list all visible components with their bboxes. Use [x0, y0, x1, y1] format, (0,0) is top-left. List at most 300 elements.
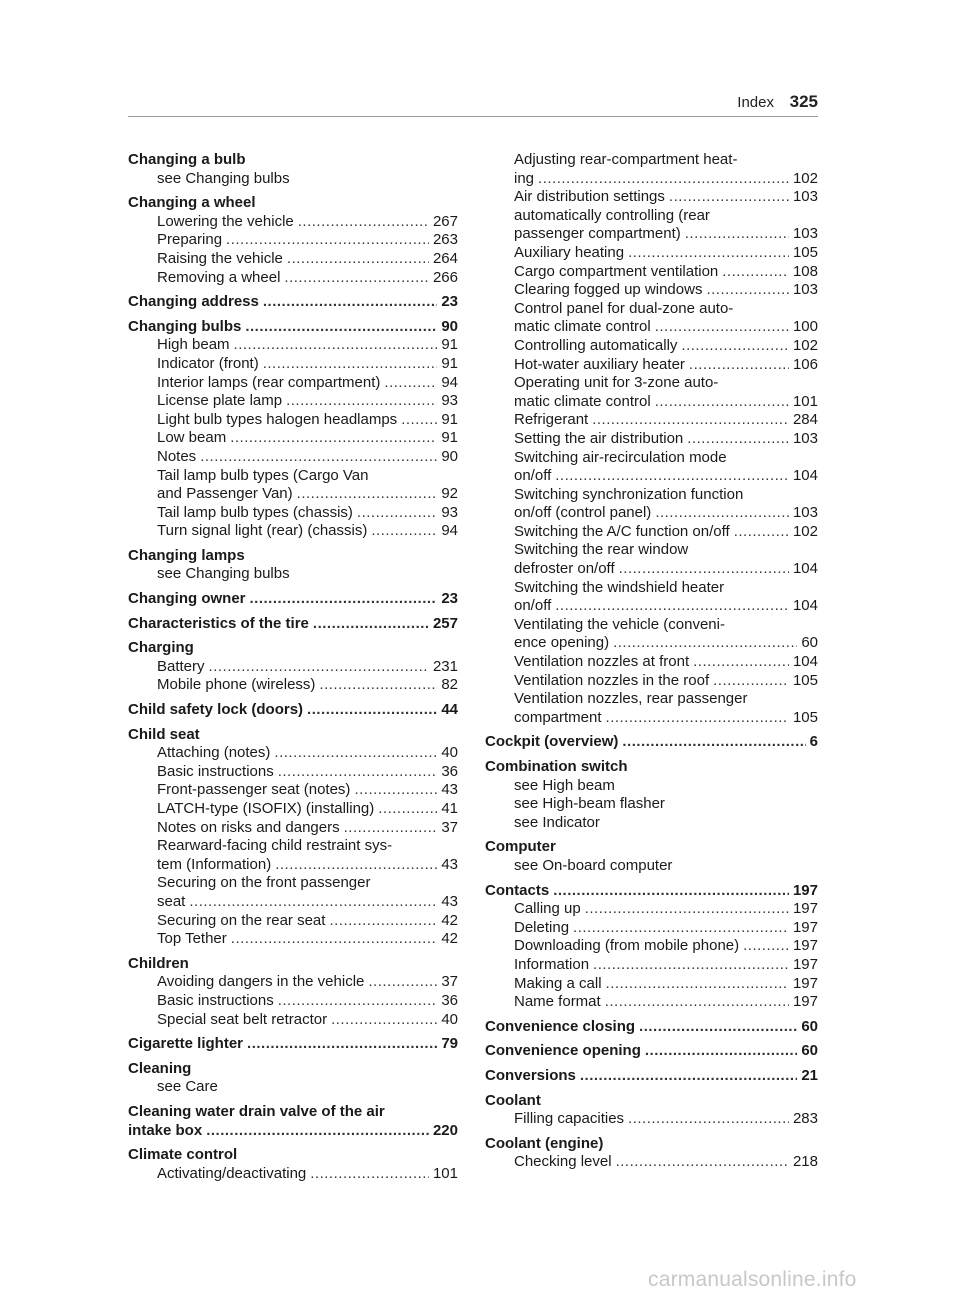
index-entry [128, 701, 458, 720]
index-entry [485, 1135, 818, 1172]
page-reference: 60 [801, 1017, 818, 1035]
index-subterm [128, 250, 458, 269]
index-subterm [128, 874, 458, 893]
index-entry [485, 151, 818, 727]
index-subterm [485, 993, 818, 1012]
page-reference: 91 [441, 354, 458, 372]
index-term-text: Downloading (from mobile phone) [514, 937, 740, 955]
index-subterm [485, 653, 818, 672]
index-term-text: Auxiliary heating [514, 243, 625, 261]
dot-leader [278, 992, 438, 1011]
index-term [128, 615, 458, 634]
page-reference: 101 [432, 1164, 458, 1182]
index-term-text: and Passenger Van) [157, 485, 293, 503]
index-term [128, 1103, 458, 1122]
dot-leader [628, 1110, 789, 1129]
index-term-text: Information [514, 955, 590, 973]
dot-leader [298, 213, 429, 232]
index-subterm [485, 900, 818, 919]
index-subterm [128, 213, 458, 232]
dot-leader [605, 993, 789, 1012]
index-term-text: see Care [157, 1078, 218, 1096]
page-reference: 263 [432, 231, 458, 249]
index-entry [128, 1060, 458, 1097]
index-term-text: see High-beam flasher [514, 795, 665, 813]
page-reference: 82 [441, 676, 458, 694]
index-term-text: Clearing fogged up windows [514, 281, 703, 299]
index-term-text: see On-board computer [514, 856, 673, 874]
page-reference: 105 [792, 671, 818, 689]
index-term [485, 1067, 818, 1086]
index-term [485, 1042, 818, 1061]
index-term-text: Special seat belt retractor [157, 1010, 328, 1028]
index-term-text: Tail lamp bulb types (chassis) [157, 503, 353, 521]
index-term [128, 726, 458, 745]
page-reference: 284 [792, 411, 818, 429]
index-subterm [128, 1011, 458, 1030]
index-term [128, 1146, 458, 1165]
index-subterm [485, 430, 818, 449]
page-reference: 220 [432, 1121, 458, 1139]
index-term [485, 838, 818, 857]
page-reference: 92 [441, 485, 458, 503]
index-subterm [128, 522, 458, 541]
index-subterm [485, 1110, 818, 1129]
index-term-text: Basic instructions [157, 762, 274, 780]
page-reference: 79 [441, 1035, 458, 1053]
index-term-text: Children [128, 954, 189, 972]
index-subterm [485, 393, 818, 412]
dot-leader [592, 411, 789, 430]
page-reference: 6 [809, 733, 818, 751]
dot-leader [274, 744, 437, 763]
dot-leader [613, 634, 797, 653]
page-reference: 197 [792, 881, 818, 899]
index-term-text: Contacts [485, 881, 550, 899]
index-subterm [128, 231, 458, 250]
index-term-text: Switching synchronization function [514, 485, 744, 503]
page-reference: 40 [441, 1010, 458, 1028]
index-term [128, 590, 458, 609]
index-term-text: High beam [157, 336, 230, 354]
index-term-text: Switching the rear window [514, 541, 689, 559]
index-term-text: Conversions [485, 1066, 576, 1084]
dot-leader [384, 374, 437, 393]
dot-leader [573, 919, 789, 938]
index-term-text: Making a call [514, 974, 602, 992]
dot-leader [743, 937, 789, 956]
dot-leader [371, 522, 437, 541]
index-entry [128, 318, 458, 541]
dot-leader [628, 244, 789, 263]
index-term-text: Light bulb types halogen headlamps [157, 410, 398, 428]
page-reference: 102 [792, 336, 818, 354]
index-entry [485, 1018, 818, 1037]
index-term [128, 1122, 458, 1141]
index-term-text: Child seat [128, 725, 200, 743]
page-reference: 23 [441, 590, 458, 608]
index-entry [128, 955, 458, 1029]
dot-leader [655, 393, 789, 412]
page-reference: 91 [441, 336, 458, 354]
index-subterm [485, 356, 818, 375]
watermark: carmanualsonline.info [648, 1268, 857, 1291]
index-term-text: on/off [514, 597, 552, 615]
index-term-text: Coolant [485, 1091, 541, 1109]
page-reference: 60 [801, 1042, 818, 1060]
page-reference: 21 [801, 1066, 818, 1084]
index-subterm [485, 207, 818, 226]
dot-leader [622, 733, 805, 752]
header-divider [128, 116, 818, 117]
page-reference: 43 [441, 892, 458, 910]
dot-leader [538, 170, 789, 189]
dot-leader [230, 429, 437, 448]
index-term-text: Hot-water auxiliary heater [514, 355, 685, 373]
index-term-text: Rearward-facing child restraint sys- [157, 837, 393, 855]
index-subterm [485, 225, 818, 244]
page-reference: 103 [792, 504, 818, 522]
index-term-text: Convenience closing [485, 1017, 636, 1035]
index-term-text: Child safety lock (doors) [128, 701, 304, 719]
dot-leader [275, 856, 437, 875]
page-reference: 101 [792, 392, 818, 410]
index-term-text: on/off [514, 467, 552, 485]
index-subterm [128, 1165, 458, 1184]
index-subterm [485, 795, 818, 814]
dot-leader [263, 355, 438, 374]
index-subterm [485, 281, 818, 300]
index-entry [128, 590, 458, 609]
index-term-text: Tail lamp bulb types (Cargo Van [157, 466, 369, 484]
index-subterm [485, 467, 818, 486]
index-term-text: Turn signal light (rear) (chassis) [157, 522, 368, 540]
page-reference: 267 [432, 212, 458, 230]
index-subterm [485, 300, 818, 319]
index-term-text: LATCH-type (ISOFIX) (installing) [157, 800, 375, 817]
page-reference: 43 [441, 855, 458, 873]
index-subterm [128, 565, 458, 584]
dot-leader [234, 336, 438, 355]
index-term [128, 1035, 458, 1054]
index-subterm [485, 919, 818, 938]
dot-leader [250, 590, 438, 609]
index-subterm [128, 837, 458, 856]
index-term [485, 1018, 818, 1037]
dot-leader [287, 250, 429, 269]
page-reference: 108 [792, 262, 818, 280]
dot-leader [331, 1011, 437, 1030]
index-term-text: Cigarette lighter [128, 1035, 244, 1053]
index-term [128, 639, 458, 658]
index-term-text: Cargo compartment ventilation [514, 262, 719, 280]
index-term-text: Deleting [514, 918, 570, 936]
index-subterm [128, 658, 458, 677]
page-reference: 23 [441, 293, 458, 311]
index-subterm [485, 1153, 818, 1172]
index-subterm [485, 560, 818, 579]
dot-leader [189, 893, 437, 912]
index-column-right [485, 151, 818, 1178]
index-subterm [485, 151, 818, 170]
index-subterm [128, 856, 458, 875]
index-subterm [485, 318, 818, 337]
index-term [128, 318, 458, 337]
page-reference: 197 [792, 974, 818, 992]
index-subterm [485, 956, 818, 975]
dot-leader [344, 819, 438, 838]
index-subterm [128, 392, 458, 411]
index-term-text: Switching air-recirculation mode [514, 448, 727, 466]
dot-leader [722, 263, 789, 282]
index-entry [128, 726, 458, 949]
index-term-text: Switching the windshield heater [514, 578, 725, 596]
index-entry [485, 1042, 818, 1061]
dot-leader [378, 800, 437, 819]
index-entry [128, 1146, 458, 1183]
index-subterm [485, 188, 818, 207]
index-entry [128, 194, 458, 287]
dot-leader [655, 318, 789, 337]
page-reference: 197 [792, 918, 818, 936]
dot-leader [284, 269, 429, 288]
page-reference: 36 [441, 762, 458, 780]
dot-leader [655, 504, 789, 523]
index-term-text: see Indicator [514, 813, 600, 831]
dot-leader [585, 900, 789, 919]
page-reference: 197 [792, 993, 818, 1011]
index-subterm [485, 411, 818, 430]
index-subterm [128, 912, 458, 931]
index-term-text: Interior lamps (rear compartment) [157, 373, 381, 391]
page-reference: 266 [432, 268, 458, 286]
page-reference: 197 [792, 937, 818, 955]
page-reference: 103 [792, 281, 818, 299]
page-reference: 90 [441, 447, 458, 465]
index-term-text: Low beam [157, 429, 227, 447]
dot-leader [606, 975, 789, 994]
index-term-text: Basic instructions [157, 991, 274, 1009]
index-subterm [128, 973, 458, 992]
index-term-text: matic climate control [514, 318, 651, 336]
index-subterm [128, 448, 458, 467]
index-subterm [485, 504, 818, 523]
index-subterm [485, 244, 818, 263]
index-subterm [128, 269, 458, 288]
dot-leader [687, 430, 789, 449]
page-reference: 231 [432, 657, 458, 675]
index-term-text: Activating/deactivating [157, 1164, 307, 1182]
dot-leader [619, 560, 789, 579]
dot-leader [401, 411, 437, 430]
dot-leader [313, 615, 429, 634]
page-reference: 60 [801, 634, 818, 652]
index-term-text: Coolant (engine) [485, 1134, 604, 1152]
index-term-text: see Changing bulbs [157, 169, 290, 187]
dot-leader [231, 930, 438, 949]
page-reference: 218 [792, 1153, 818, 1171]
index-term-text: Changing a bulb [128, 151, 246, 168]
index-term-text: Cleaning water drain valve of the air [128, 1102, 385, 1120]
dot-leader [307, 701, 437, 720]
page-reference: 94 [441, 522, 458, 540]
index-term-text: tem (Information) [157, 855, 272, 873]
index-term-text: Ventilation nozzles, rear passenger [514, 690, 748, 708]
page-reference: 42 [441, 930, 458, 948]
index-entry [485, 1092, 818, 1129]
index-subterm [485, 579, 818, 598]
dot-leader [693, 653, 789, 672]
dot-leader [645, 1042, 797, 1061]
index-subterm [485, 709, 818, 728]
index-subterm [485, 777, 818, 796]
index-subterm [128, 504, 458, 523]
index-subterm [128, 374, 458, 393]
index-entry [485, 882, 818, 1012]
index-term-text: Air distribution settings [514, 188, 665, 206]
index-term-text: Avoiding dangers in the vehicle [157, 973, 365, 991]
dot-leader [606, 709, 789, 728]
index-term-text: Setting the air distribution [514, 429, 684, 447]
page-reference: 90 [441, 317, 458, 335]
index-term-text: matic climate control [514, 392, 651, 410]
index-subterm [485, 690, 818, 709]
index-term-text: Raising the vehicle [157, 249, 283, 267]
index-subterm [128, 429, 458, 448]
index-term [485, 1135, 818, 1154]
index-subterm [485, 975, 818, 994]
page-reference: 197 [792, 955, 818, 973]
index-term-text: Cockpit (overview) [485, 733, 619, 751]
index-subterm [128, 485, 458, 504]
index-term [128, 1060, 458, 1079]
page-reference: 93 [441, 503, 458, 521]
index-term-text: Adjusting rear-compartment heat- [514, 151, 738, 168]
index-subterm [485, 672, 818, 691]
index-term-text: Changing address [128, 293, 259, 311]
index-term-text: Cleaning [128, 1059, 192, 1077]
dot-leader [226, 231, 429, 250]
index-term-text: Top Tether [157, 930, 227, 948]
index-term-text: on/off (control panel) [514, 504, 652, 522]
index-subterm [128, 467, 458, 486]
index-subterm [128, 1078, 458, 1097]
index-subterm [485, 857, 818, 876]
index-entry [485, 758, 818, 832]
page-reference: 104 [792, 653, 818, 671]
page-reference: 91 [441, 429, 458, 447]
index-term-text: Securing on the rear seat [157, 911, 326, 929]
page-reference: 103 [792, 429, 818, 447]
dot-leader [247, 1035, 437, 1054]
index-term-text: Mobile phone (wireless) [157, 676, 316, 694]
index-entry [485, 733, 818, 752]
index-term-text: Charging [128, 639, 194, 657]
dot-leader [329, 912, 437, 931]
index-subterm [485, 263, 818, 282]
index-term-text: Notes on risks and dangers [157, 818, 340, 836]
index-subterm [128, 763, 458, 782]
page-reference: 104 [792, 597, 818, 615]
dot-leader [616, 1153, 789, 1172]
page-reference: 257 [432, 614, 458, 632]
index-term [128, 194, 458, 213]
page-reference: 104 [792, 560, 818, 578]
index-term [128, 701, 458, 720]
index-subterm [485, 170, 818, 189]
index-term-text: Changing lamps [128, 546, 245, 564]
dot-leader [681, 337, 789, 356]
index-subterm [485, 937, 818, 956]
dot-leader [706, 281, 789, 300]
index-subterm [128, 819, 458, 838]
index-term-text: Name format [514, 993, 601, 1011]
index-subterm [485, 634, 818, 653]
index-term-text: Lowering the vehicle [157, 212, 294, 230]
index-subterm [128, 170, 458, 189]
dot-leader [319, 676, 437, 695]
index-entry [485, 838, 818, 875]
page-reference: 264 [432, 249, 458, 267]
index-term-text: Convenience opening [485, 1042, 641, 1060]
page-reference: 91 [441, 410, 458, 428]
index-term-text: Ventilation nozzles at front [514, 653, 690, 671]
index-subterm [128, 893, 458, 912]
index-subterm [128, 676, 458, 695]
index-term-text: Controlling automatically [514, 336, 678, 354]
index-term-text: Characteristics of the tire [128, 614, 309, 632]
index-subterm [128, 355, 458, 374]
index-term-text: Changing owner [128, 590, 246, 608]
page-reference: 93 [441, 392, 458, 410]
page-reference: 106 [792, 355, 818, 373]
index-term-text: Attaching (notes) [157, 744, 271, 762]
index-term-text: defroster on/off [514, 560, 615, 578]
header-section-label: Index [737, 94, 774, 111]
dot-leader [245, 318, 437, 337]
page-reference: 105 [792, 243, 818, 261]
dot-leader [713, 672, 789, 691]
index-term [128, 955, 458, 974]
dot-leader [689, 356, 789, 375]
index-entry [128, 1035, 458, 1054]
index-entry [128, 151, 458, 188]
dot-leader [263, 293, 437, 312]
index-subterm [485, 486, 818, 505]
index-term-text: Changing a wheel [128, 194, 256, 212]
index-term [485, 733, 818, 752]
index-term-text: Ventilation nozzles in the roof [514, 671, 710, 689]
index-entry [128, 639, 458, 695]
index-term [128, 151, 458, 170]
index-subterm [485, 374, 818, 393]
index-entry [485, 1067, 818, 1086]
dot-leader [286, 392, 437, 411]
dot-leader [555, 467, 789, 486]
index-subterm [128, 744, 458, 763]
index-term-text: see High beam [514, 776, 615, 794]
page-reference: 103 [792, 225, 818, 243]
index-term-text: ence opening) [514, 634, 610, 652]
index-entry [128, 615, 458, 634]
index-term-text: Front-passenger seat (notes) [157, 781, 351, 799]
dot-leader [555, 597, 789, 616]
dot-leader [580, 1067, 797, 1086]
page-reference: 37 [441, 973, 458, 991]
index-subterm [485, 814, 818, 833]
dot-leader [368, 973, 437, 992]
index-term-text: Changing bulbs [128, 317, 242, 335]
